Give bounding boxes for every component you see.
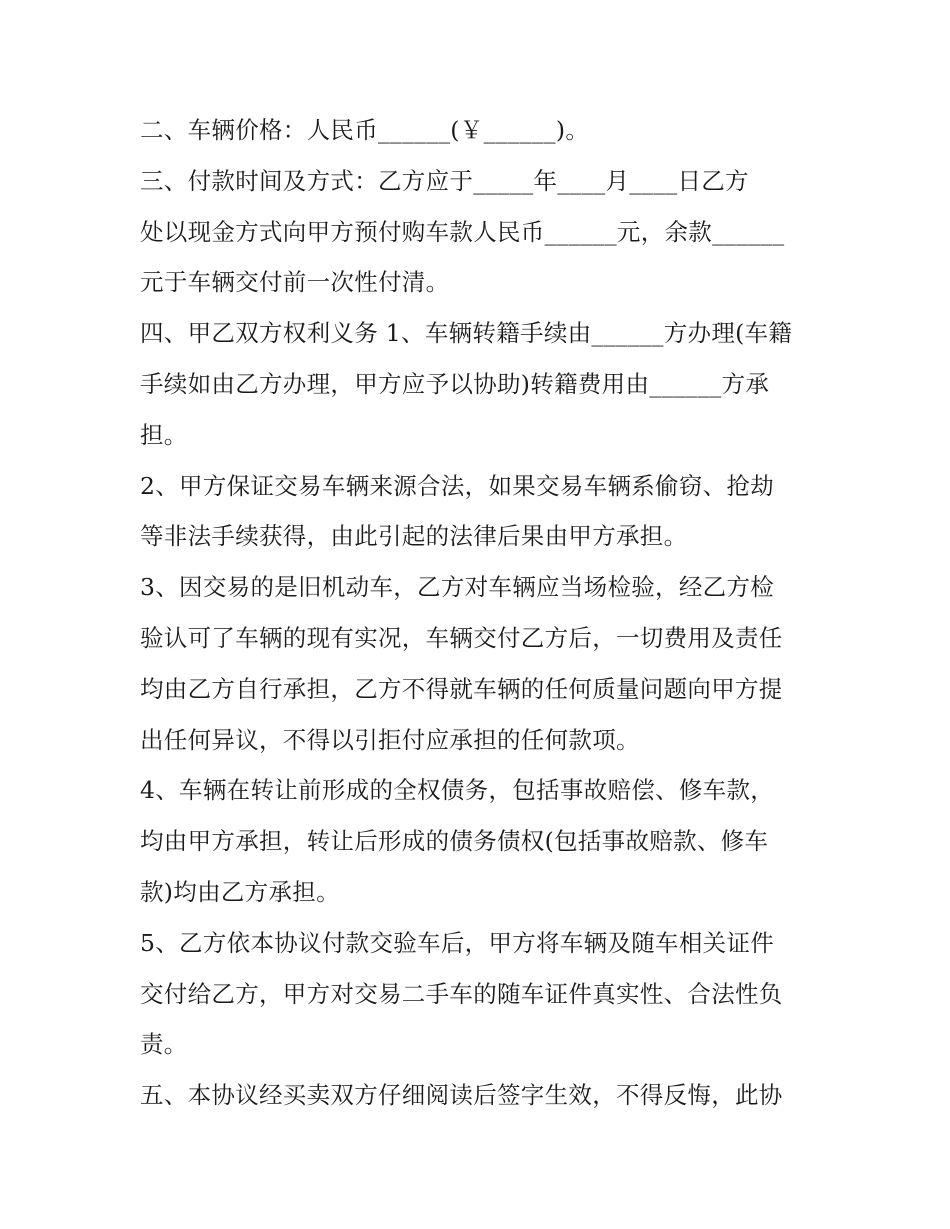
text-line: 元于车辆交付前一次性付清。 <box>140 268 450 297</box>
text-line: 交付给乙方，甲方对交易二手车的随车证件真实性、合法性负 <box>140 979 783 1008</box>
text-line: 验认可了车辆的现有实况，车辆交付乙方后，一切费用及责任 <box>140 623 783 652</box>
text-line: 2、甲方保证交易车辆来源合法，如果交易车辆系偷窃、抢劫 <box>140 471 775 500</box>
text-line: 处以现金方式向甲方预付购车款人民币______元，余款______ <box>140 217 785 246</box>
text-line: 责。 <box>140 1030 188 1059</box>
text-line: 二、车辆价格：人民币______(￥______)。 <box>140 116 590 144</box>
text-line: 3、因交易的是旧机动车，乙方对车辆应当场检验，经乙方检 <box>140 573 775 602</box>
text-line: 四、甲乙双方权利义务 1、车辆转籍手续由______方办理(车籍 <box>140 319 793 348</box>
text-line: 5、乙方依本协议付款交验车后，甲方将车辆及随车相关证件 <box>140 928 775 957</box>
text-line: 均由乙方自行承担，乙方不得就车辆的任何质量问题向甲方提 <box>140 674 783 703</box>
text-line: 款)均由乙方承担。 <box>140 877 340 906</box>
document-body <box>140 112 820 1128</box>
text-line: 等非法手续获得，由此引起的法律后果由甲方承担。 <box>140 522 688 551</box>
text-line: 五、本协议经买卖双方仔细阅读后签字生效，不得反悔，此协 <box>140 1081 783 1110</box>
text-line: 出任何异议，不得以引拒付应承担的任何款项。 <box>140 725 640 754</box>
text-line: 4、车辆在转让前形成的全权债务，包括事故赔偿、修车款， <box>140 776 775 805</box>
text-line: 担。 <box>140 420 188 449</box>
text-line: 手续如由乙方办理，甲方应予以协助)转籍费用由______方承 <box>140 369 770 398</box>
text-line: 三、付款时间及方式：乙方应于_____年____月____日乙方 <box>140 166 749 195</box>
text-line: 均由甲方承担，转让后形成的债务债权(包括事故赔款、修车 <box>140 827 769 856</box>
